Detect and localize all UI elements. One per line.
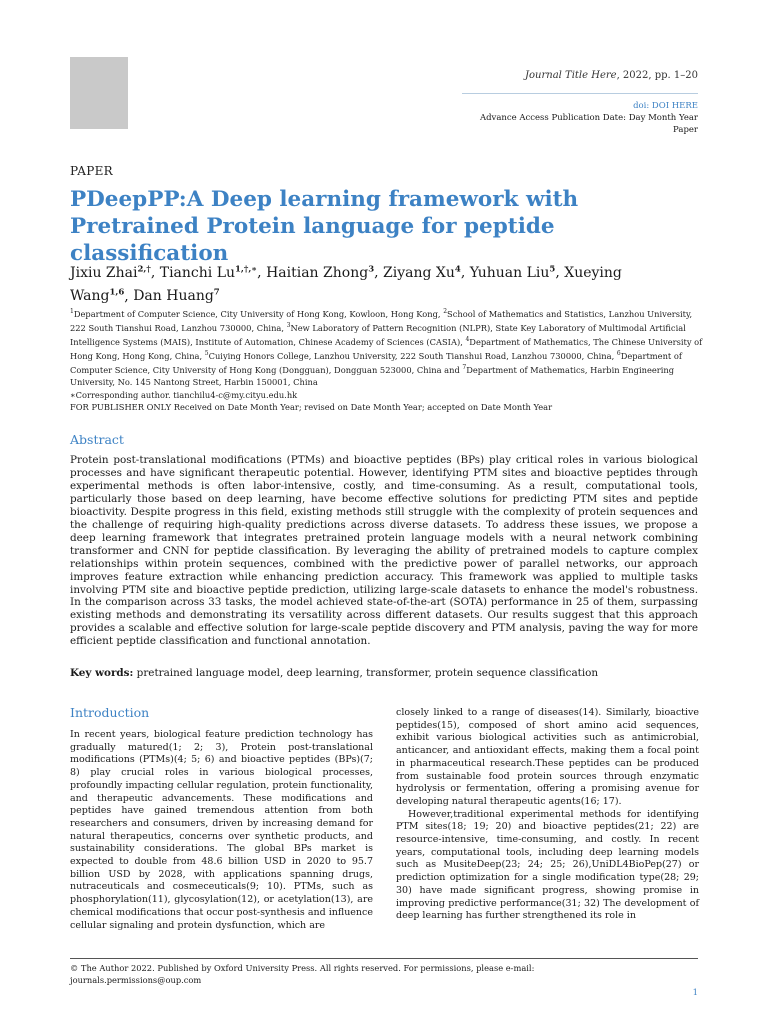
keywords: [70, 667, 598, 679]
affiliation-text: Department of Computer Science, City University of Hong Kong, Kowloon, Hong Kong,: [73, 308, 444, 319]
introduction-paragraph: However,traditional experimental methods for identifying PTM sites(18; 19; 20) and bioactive peptides(21; 22) are resource-intensive, time-consuming, and costly. In recent years, computational tools, including deep learning models such as MusiteDeep(23; 24; 25; 26),UniDL4BioPep(27) or prediction optimization for a single modification type(28; 29; 30) have made significant progress, showing promise in improving predictive performance(31; 32) The development of deep learning has further strengthened its role in: [396, 808, 699, 922]
affiliation-number: 6: [616, 350, 621, 358]
copyright-text: © The Author 2022. Published by Oxford University Press. All rights reserved. For permissions, please e-mail:: [70, 963, 535, 973]
permissions-email[interactable]: journals.permissions@oup.com: [70, 974, 202, 985]
affiliation-list: [70, 309, 702, 388]
header-rule: [462, 93, 698, 94]
affiliation-text: New Laboratory of Pattern Recognition (NLPR), State Key Laboratory of Multimodal Artificial Intelligence Systems (MAIS), Institute of Automation, Chinese Academy of Sciences (CASIA),: [70, 322, 686, 347]
affiliation-number: 4: [465, 336, 470, 344]
author-affiliation-mark: 1,6: [109, 287, 125, 298]
author-affiliation-mark: 1,†,∗: [235, 264, 258, 274]
author-name: Ziyang Xu: [383, 264, 455, 281]
publisher-dates: FOR PUBLISHER ONLY Received on Date Month Year; revised on Date Month Year; accepted on Date Month Year: [70, 401, 553, 412]
author-affiliation-mark: 5: [549, 264, 556, 274]
introduction-paragraph: closely linked to a range of diseases(14). Similarly, bioactive peptides(15), composed of short amino acid sequences, exhibit various biological activities such as antimicrobial, anticancer, and antioxidant effects, making them a focal point in pharmaceutical research.These peptides can be produced from sustainable food protein sources through enzymatic hydrolysis or fermentation, offering a promising avenue for developing natural therapeutic agents(16; 17).: [396, 707, 699, 807]
affiliation-text: Department of Mathematics, The Chinese University of Hong Kong, Hong Kong, China,: [70, 336, 703, 361]
journal-citation: [525, 70, 698, 81]
affiliation-number: 3: [286, 322, 291, 330]
introduction-right-column: [396, 707, 699, 923]
abstract-heading: Abstract: [70, 432, 124, 447]
author-affiliation-mark: 3: [368, 264, 375, 274]
corresponding-author: ∗Corresponding author. tianchilu4-c@my.cityu.edu.hk: [70, 389, 298, 400]
affiliation-number: 2: [443, 308, 448, 315]
affiliation-number: 7: [462, 364, 467, 372]
author-list: Jixiu Zhai$^{2,\dagger}$, Tianchi $Lu^{1,\dagger,∗}$, Haitian Zhong$^3$, Ziyang Xu$^4$, Yuhuan Liu$^5$, Xueying Wang$^{1,6}$, Dan Huang$^7$: [70, 264, 622, 305]
copyright-footnote: [70, 963, 534, 986]
affiliation-number: 1: [70, 308, 74, 315]
journal-year-pages: , 2022, pp. 1–20: [616, 70, 698, 81]
author: [266, 265, 374, 281]
keywords-label: Key words:: [70, 667, 134, 679]
affiliation-number: 5: [204, 350, 209, 358]
author: [383, 265, 461, 281]
author-name: Tianchi Lu: [159, 264, 236, 281]
author: [70, 265, 151, 281]
article-type: Paper: [673, 125, 698, 135]
author-name: Yuhuan Liu: [469, 264, 550, 281]
publication-meta: [480, 100, 698, 136]
journal-title: Journal Title Here: [525, 70, 617, 81]
access-date: Advance Access Publication Date: Day Month Year: [479, 113, 698, 123]
author-affiliation-mark: 4: [454, 264, 461, 274]
paper-title: PDeepPP:A Deep learning framework with Pretrained Protein language for peptide classification: [70, 187, 579, 266]
author-name: Dan Huang: [133, 288, 214, 305]
affiliation-text: School of Mathematics and Statistics, Lanzhou University, 222 South Tianshui Road, Lanzhou 730000, China,: [70, 308, 693, 333]
author-name: Haitian Zhong: [266, 264, 369, 281]
journal-logo-placeholder: [70, 57, 128, 129]
affiliation-text: Department of Computer Science, City University of Hong Kong (Dongguan), Dongguan 523000, China and: [70, 350, 682, 376]
author: [133, 288, 220, 304]
keywords-text: pretrained language model, deep learning, transformer, protein sequence classification: [133, 667, 599, 679]
introduction-heading: Introduction: [70, 705, 150, 720]
introduction-left-column: In recent years, biological feature prediction technology has gradually matured(1; 2; 3), Protein post-translational modifications (PTMs)(4; 5; 6) and bioactive peptides (BPs)(7; 8) play crucial roles in various biological processes, profoundly impacting cellular regulation, protein functionality, and therapeutic advancements. These modifications and peptides have gained tremendous attention from both researchers and consumers, driven by increasing demand for natural therapeutics, concerns over synthetic products, and sustainability considerations. The global BPs market is expected to double from 48.6 billion USD in 2020 to 95.7 billion USD by 2028, with applications spanning drugs, nutraceuticals and cosmeceuticals(9; 10). PTMs, such as phosphorylation(11), glycosylation(12), or acetylation(13), are chemical modifications that occur post-synthesis and influence cellular signaling and protein dysfunction, which are: [70, 729, 373, 931]
author-affiliation-mark: 7: [213, 287, 220, 298]
footer-rule: [70, 958, 698, 959]
affiliation-text: Department of Mathematics, Harbin Engineering University, No. 145 Nantong Street, Harbin 150001, China: [70, 365, 675, 388]
affiliation-text: Cuiying Honors College, Lanzhou University, 222 South Tianshui Road, Lanzhou 730000, China,: [208, 350, 617, 361]
author-name: Jixiu Zhai: [70, 264, 138, 281]
author-name: Xueying Wang: [70, 264, 622, 305]
doi-link[interactable]: doi: DOI HERE: [633, 101, 698, 111]
author-affiliation-mark: 2,†: [137, 264, 151, 274]
author: [160, 265, 257, 281]
affiliations: [70, 306, 710, 413]
paper-label: PAPER: [70, 164, 114, 178]
abstract-text: Protein post-translational modifications (PTMs) and bioactive peptides (BPs) play critical roles in various biological processes and have significant therapeutic potential. However, identifying PTM sites and bioactive peptides through experimental methods is often labor-intensive, costly, and time-consuming. As a result, computational tools, particularly those based on deep learning, have become effective solutions for predicting PTM sites and peptide bioactivity. Despite progress in this field, existing methods still struggle with the complexity of protein sequences and the challenge of requiring high-quality predictions across diverse datasets. To address these issues, we propose a deep learning framework that integrates pretrained protein language models with a neural network combining transformer and CNN for peptide classification. By leveraging the ability of pretrained models to capture complex relationships within protein sequences, combined with the predictive power of parallel networks, our approach improves feature extraction while enhancing prediction accuracy. This framework was applied to multiple tasks involving PTM site and bioactive peptide prediction, utilizing large-scale datasets to enhance the model's robustness. In the comparison across 33 tasks, the model achieved state-of-the-art (SOTA) performance in 25 of them, surpassing existing methods and demonstrating its versatility across different datasets. Our results suggest that this approach provides a scalable and effective solution for large-scale peptide discovery and PTM analysis, paving the way for more efficient peptide classification and functional annotation.: [70, 454, 698, 648]
author: [470, 265, 556, 281]
page-number: 1: [692, 988, 698, 998]
